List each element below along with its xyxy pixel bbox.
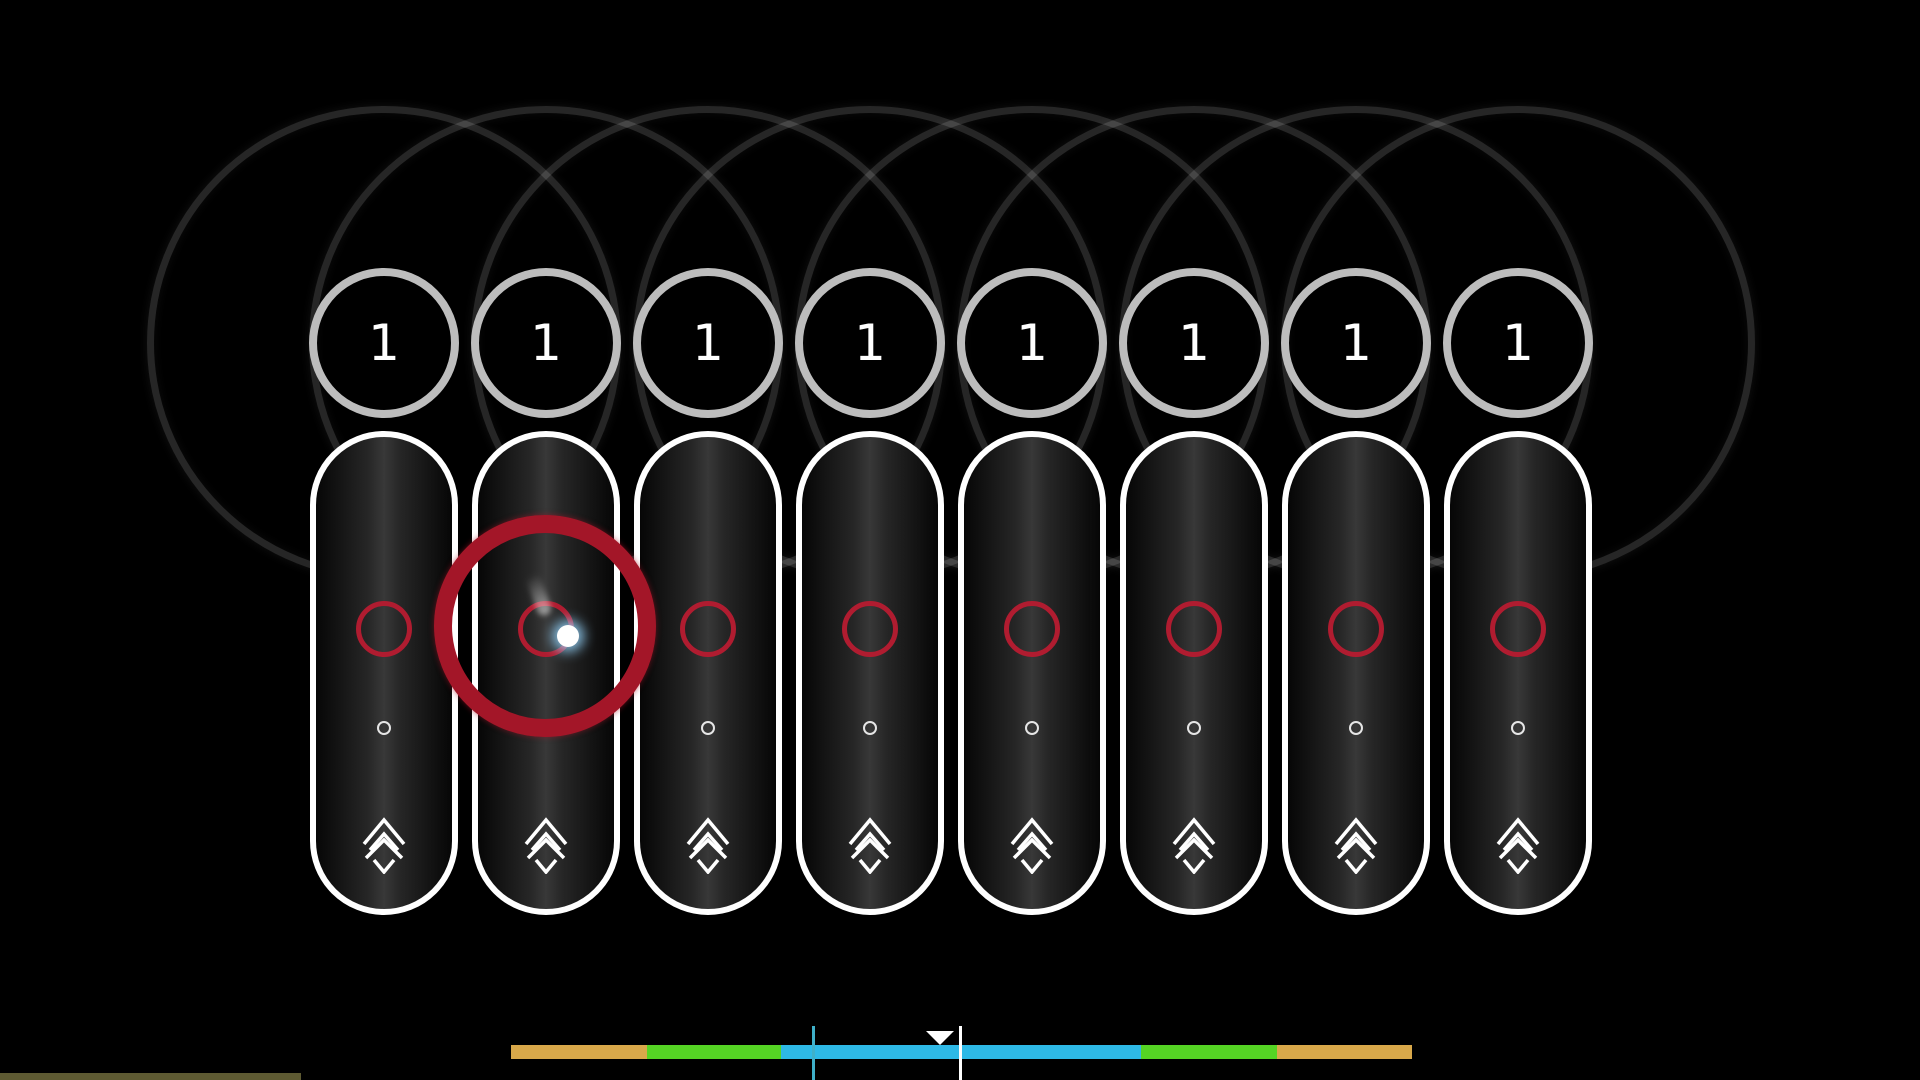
hit-circle-number[interactable]: 1 (633, 268, 783, 418)
arrow-up-tree-icon (522, 814, 570, 874)
lane-dot (701, 721, 715, 735)
lane-dot (1511, 721, 1525, 735)
lane-dot (863, 721, 877, 735)
hit-circle-number[interactable]: 1 (309, 268, 459, 418)
hit-circle-number[interactable]: 1 (1281, 268, 1431, 418)
arrow-up-tree-icon (846, 814, 894, 874)
song-progress-bar (0, 1073, 301, 1080)
hit-error-segment (1141, 1045, 1277, 1059)
hit-circle-number[interactable]: 1 (795, 268, 945, 418)
arrow-up-tree-icon (1008, 814, 1056, 874)
recent-hit-marker (812, 1026, 815, 1080)
hit-circle-number[interactable]: 1 (1119, 268, 1269, 418)
target-ring (1004, 601, 1060, 657)
hit-error-segment (511, 1045, 647, 1059)
lane-dot (1187, 721, 1201, 735)
arrow-up-tree-icon (1332, 814, 1380, 874)
target-ring (842, 601, 898, 657)
average-hit-arrow-icon (926, 1031, 954, 1047)
target-ring (1166, 601, 1222, 657)
lane-dot (1349, 721, 1363, 735)
hit-error-segment (1277, 1045, 1412, 1059)
target-ring (356, 601, 412, 657)
target-ring (1490, 601, 1546, 657)
hit-error-center-marker (959, 1026, 962, 1080)
arrow-up-tree-icon (684, 814, 732, 874)
hit-circle-number[interactable]: 1 (957, 268, 1107, 418)
arrow-up-tree-icon (360, 814, 408, 874)
hit-circle-number[interactable]: 1 (471, 268, 621, 418)
hit-error-segment (647, 1045, 781, 1059)
hit-circle-number[interactable]: 1 (1443, 268, 1593, 418)
lane-dot (1025, 721, 1039, 735)
arrow-up-tree-icon (1494, 814, 1542, 874)
cursor-dot (557, 625, 579, 647)
target-ring (680, 601, 736, 657)
target-ring (1328, 601, 1384, 657)
lane-dot (377, 721, 391, 735)
arrow-up-tree-icon (1170, 814, 1218, 874)
cursor-ring (434, 515, 656, 737)
